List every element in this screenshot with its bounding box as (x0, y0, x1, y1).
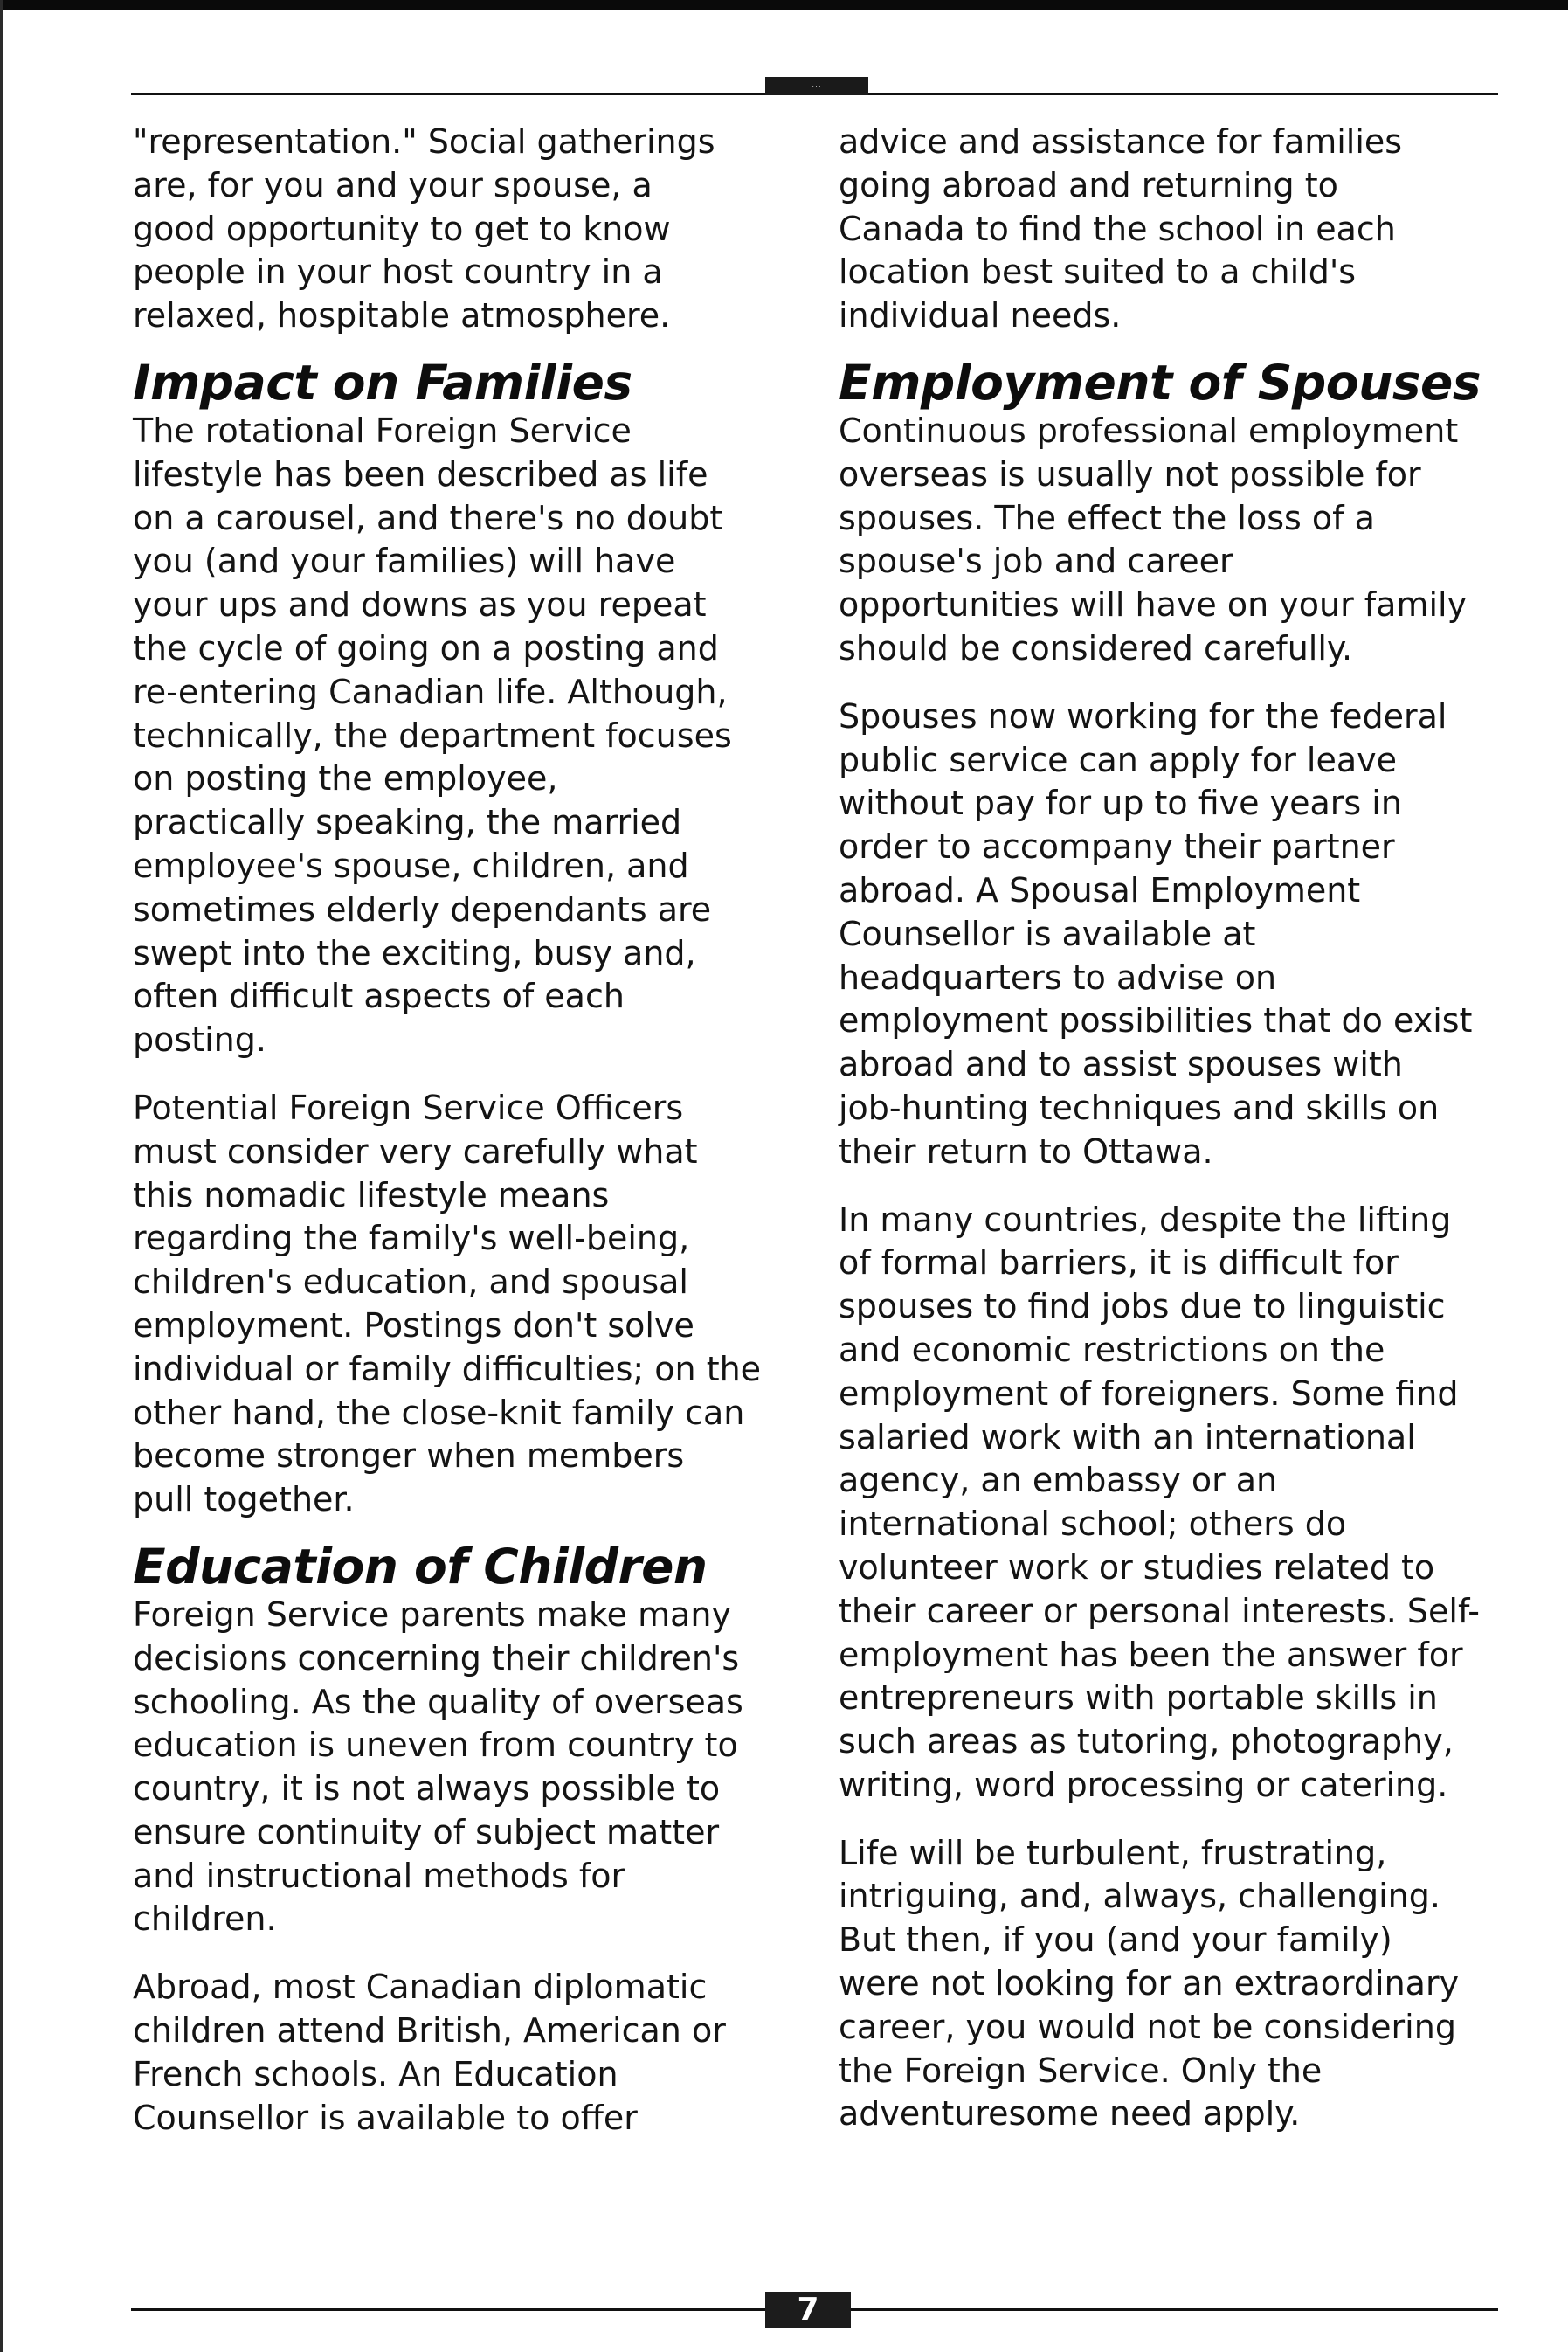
scan-top-border (0, 0, 1568, 10)
scan-left-border (0, 0, 3, 2352)
heading-education-of-children: Education of Children (133, 1538, 708, 1595)
header-tab: ... (765, 77, 868, 95)
impact-paragraph-1: The rotational Foreign Service lifestyle has been described as life on a carousel, and there's no doubt you (and your families) will have your ups and downs as you repeat the cycle of going on a posting and re-entering Canadian life. Although, technically, the department focuses on posting the employee, practically speaking, the married employee's spouse, children, and sometimes elderly dependants are swept into the exciting, busy and, often difficult aspects of each posting. (133, 411, 732, 1060)
left-column (133, 121, 797, 2164)
employment-paragraph-1: Continuous professional employment overseas is usually not possible for spouses. The effect the loss of a spouse's job and career opportunities will have on your family should be considered carefully. (839, 411, 1468, 668)
education-paragraph-2: Abroad, most Canadian diplomatic children attend British, American or French schools. An Education Counsellor is available to offer (133, 1968, 726, 2137)
heading-impact-on-families: Impact on Families (133, 354, 632, 411)
page-number: 7 (765, 2292, 851, 2328)
closing-paragraph: Life will be turbulent, frustrating, intriguing, and, always, challenging. But then, if you (and your family) were not looking for an extraordinary career, you would not be considering the Foreign Service. Only the adventuresome need apply. (839, 1833, 1460, 2134)
impact-paragraph-2: Potential Foreign Service Officers must consider very carefully what this nomadic lifestyle means regarding the family's well-being, children's education, and spousal employment. Postings don't solve individual or family difficulties; on the other hand, the close-knit family can become stronger when members pull together. (133, 1088, 762, 1519)
employment-paragraph-3: In many countries, despite the lifting of formal barriers, it is difficult for spouses to find jobs due to linguistic and economic restrictions on the employment of foreigners. Some find salaried work with an international agency, an embassy or an international school; others do volunteer work or studies related to their career or personal interests. Self- employment has been the answer for entrepreneurs with portable skills in such areas as tutoring, photography, writing, word processing or catering. (839, 1200, 1480, 1804)
right-column (839, 121, 1502, 2161)
education-paragraph-1: Foreign Service parents make many decisions concerning their children's schooling. As the quality of overseas education is uneven from country to country, it is not always possible to ensure continuity of subject matter and instructional methods for children. (133, 1595, 743, 1939)
intro-paragraph: "representation." Social gatherings are, for you and your spouse, a good opportunity to get to know people in your host country in a relaxed, hospitable atmosphere. (133, 122, 715, 336)
education-continued-paragraph: advice and assistance for families going abroad and returning to Canada to find the school in each location best suited to a child's individual needs. (839, 122, 1403, 336)
employment-paragraph-2: Spouses now working for the federal public service can apply for leave without pay for up to five years in order to accompany their partner abroad. A Spousal Employment Counsellor is available at headquarters to advise on employment possibilities that do exist abroad and to assist spouses with job-hunting techniques and skills on their return to Ottawa. (839, 696, 1473, 1171)
heading-employment-of-spouses: Employment of Spouses (839, 354, 1482, 411)
